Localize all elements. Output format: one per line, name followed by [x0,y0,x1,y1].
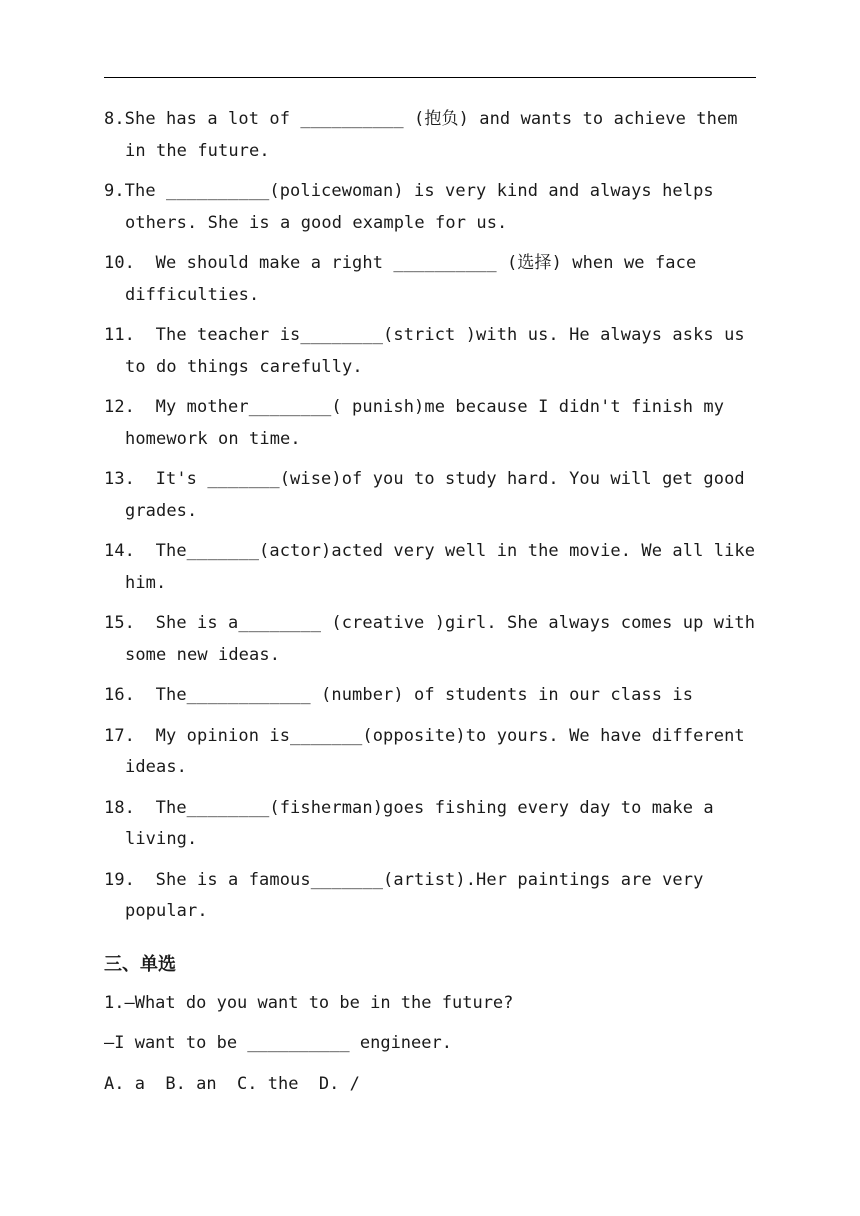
fill-in-item-15 [104,608,756,671]
item-line: 12. My mother________( punish)me because I didn't finish my [104,397,725,417]
item-line: 17. My opinion is_______(opposite)to yours. We have different [104,725,745,746]
item-line: homework on time. [125,428,301,449]
fill-in-item-18 [104,793,756,856]
item-line: 15. She is a________ (creative )girl. She always comes up with [104,613,756,633]
item-line: in the future. [125,140,270,161]
fill-in-item-14 [104,536,756,599]
question-options: A. a B. an C. the D. / [104,1073,360,1094]
item-line: 11. The teacher is________(strict )with us. He always asks us [104,325,745,345]
question-answer-line: —I want to be __________ engineer. [104,1033,452,1053]
section-title: 三、单选 [104,953,176,975]
item-line: difficulties. [125,284,260,305]
worksheet-content [104,104,756,1109]
item-line: 9.The __________(policewoman) is very kind and always helps [104,181,714,201]
fill-in-item-17 [104,721,756,784]
item-line: to do things carefully. [125,356,363,377]
item-line: 10. We should make a right __________ (选择) when we face [104,253,697,273]
header-rule [104,77,756,78]
item-line: popular. [125,901,208,921]
item-line: him. [125,572,167,593]
item-line: ideas. [125,757,188,777]
fill-in-item-13 [104,464,756,527]
item-line: 13. It's _______(wise)of you to study hard. You will get good [104,469,745,489]
item-line: 18. The________(fisherman)goes fishing every day to make a [104,797,714,818]
fill-in-item-19 [104,865,756,928]
item-line: some new ideas. [125,644,281,665]
fill-in-item-9 [104,176,756,239]
item-line: others. She is a good example for us. [125,212,508,233]
fill-in-item-10 [104,248,756,311]
fill-in-item-16 [104,680,756,712]
item-line: living. [125,829,198,849]
fill-in-item-8 [104,104,756,167]
item-line: 19. She is a famous_______(artist).Her paintings are very [104,869,704,890]
item-line: grades. [125,500,198,521]
item-line: 14. The_______(actor)acted very well in the movie. We all like [104,541,756,561]
item-line: 8.She has a lot of __________ (抱负) and wants to achieve them [104,109,738,129]
question-stem: 1.—What do you want to be in the future? [104,992,514,1013]
fill-in-item-12 [104,392,756,455]
fill-in-item-11 [104,320,756,383]
item-line: 16. The____________ (number) of students in our class is [104,685,694,705]
